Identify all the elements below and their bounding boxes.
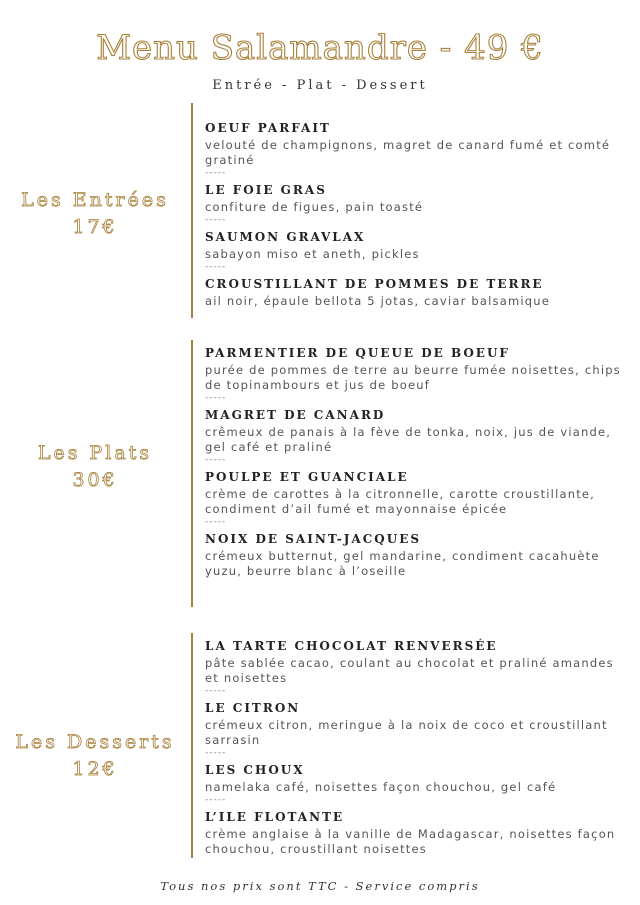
item-separator: -----	[205, 455, 227, 465]
item-separator: -----	[205, 168, 227, 178]
menu-item	[205, 531, 625, 579]
item-name: MAGRET DE CANARD	[205, 408, 386, 422]
section-entrees	[0, 103, 640, 318]
section-label-title: Les Plats	[37, 442, 153, 464]
item-description: pâte sablée cacao, coulant au chocolat et praliné amandes et noisettes	[205, 656, 614, 685]
section-label	[0, 187, 190, 241]
item-separator: -----	[205, 686, 227, 696]
item-name: PARMENTIER DE QUEUE DE BOEUF	[205, 346, 510, 360]
item-description: crème anglaise à la vanille de Madagascar, noisettes façon chouchou, croustillant noisettes	[205, 827, 616, 856]
menu-item	[205, 182, 625, 225]
section-divider-line	[191, 633, 193, 858]
section-label	[0, 440, 190, 494]
item-name: LA TARTE CHOCOLAT RENVERSÉE	[205, 639, 498, 653]
item-list	[205, 345, 625, 579]
item-name: POULPE ET GUANCIALE	[205, 470, 409, 484]
section-label-price: 12€	[72, 758, 118, 780]
item-description: crémeux butternut, gel mandarine, condiment cacahuète yuzu, beurre blanc à l’oseille	[205, 549, 600, 578]
item-name: LE CITRON	[205, 701, 301, 715]
section-divider-line	[191, 103, 193, 318]
item-list	[205, 120, 625, 309]
section-label-price: 30€	[72, 469, 118, 491]
menu-subtitle: Entrée - Plat - Dessert	[212, 78, 428, 93]
item-name: NOIX DE SAINT-JACQUES	[205, 532, 422, 546]
menu-item	[205, 229, 625, 272]
section-plats	[0, 340, 640, 607]
item-separator: -----	[205, 393, 227, 403]
menu-title: Menu Salamandre - 49 €	[96, 28, 544, 68]
menu-item	[205, 407, 625, 465]
item-name: L’ILE FLOTANTE	[205, 810, 345, 824]
item-list	[205, 638, 625, 857]
item-description: purée de pommes de terre au beurre fumée noisettes, chips de topinambours et jus de boeuf	[205, 363, 621, 392]
item-separator: -----	[205, 748, 227, 758]
item-description: crème de carottes à la citronnelle, carotte croustillante, condiment d’ail fumé et mayonnaise épicée	[205, 487, 596, 516]
item-name: OEUF PARFAIT	[205, 121, 331, 135]
section-label-title: Les Entrées	[21, 189, 169, 211]
menu-item	[205, 276, 625, 309]
section-divider-line	[191, 340, 193, 607]
menu-item	[205, 809, 625, 857]
section-label	[0, 729, 190, 783]
menu-item	[205, 638, 625, 696]
item-separator: -----	[205, 262, 227, 272]
item-separator: -----	[205, 517, 227, 527]
section-label-title: Les Desserts	[15, 731, 175, 753]
item-description: ail noir, épaule bellota 5 jotas, caviar balsamique	[205, 294, 551, 308]
menu-item	[205, 120, 625, 178]
item-separator: -----	[205, 215, 227, 225]
item-separator: -----	[205, 795, 227, 805]
menu-item	[205, 345, 625, 403]
item-name: CROUSTILLANT DE POMMES DE TERRE	[205, 277, 544, 291]
item-name: LES CHOUX	[205, 763, 305, 777]
item-name: LE FOIE GRAS	[205, 183, 327, 197]
section-label-price: 17€	[72, 216, 118, 238]
menu-item	[205, 762, 625, 805]
item-description: crêmeux de panais à la fève de tonka, noix, jus de viande, gel café et praliné	[205, 425, 612, 454]
item-name: SAUMON GRAVLAX	[205, 230, 366, 244]
item-description: sabayon miso et aneth, pickles	[205, 247, 420, 261]
item-description: namelaka café, noisettes façon chouchou, gel café	[205, 780, 557, 794]
menu-item	[205, 469, 625, 527]
item-description: confiture de figues, pain toasté	[205, 200, 424, 214]
footer-note: Tous nos prix sont TTC - Service compris	[160, 879, 480, 893]
menu-item	[205, 700, 625, 758]
item-description: crémeux citron, meringue à la noix de coco et croustillant sarrasin	[205, 718, 608, 747]
section-desserts	[0, 633, 640, 858]
item-description: velouté de champignons, magret de canard fumé et comté gratiné	[205, 138, 611, 167]
